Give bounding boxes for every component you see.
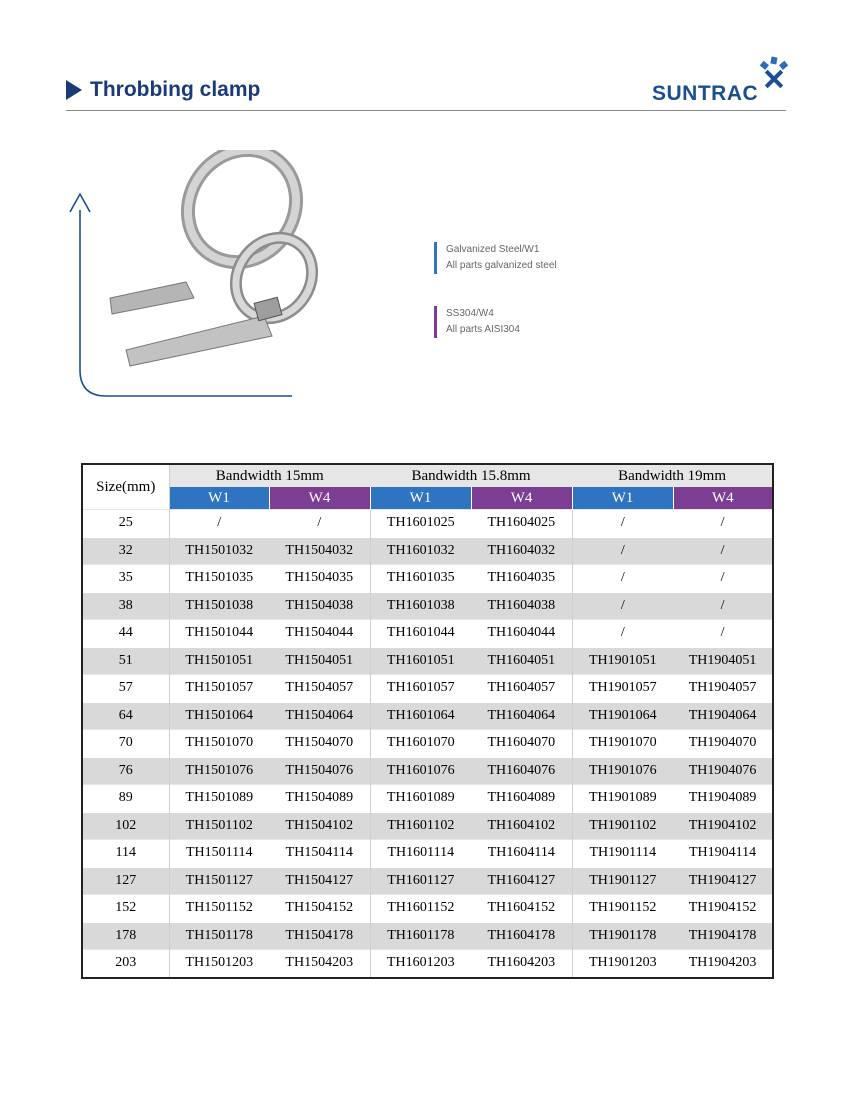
part-number-cell: TH1904127 (673, 867, 773, 895)
brand-name: SUNTRAC (652, 82, 759, 105)
table-row (82, 840, 773, 868)
part-number-cell: TH1901076 (572, 757, 673, 785)
part-number-cell: TH1501102 (169, 812, 269, 840)
part-number-cell: TH1604178 (471, 922, 572, 950)
table-group-header-row (82, 464, 773, 487)
legend-color-bar (434, 242, 437, 274)
part-number-cell: TH1504064 (269, 702, 370, 730)
material-header-w4: W4 (471, 487, 572, 510)
part-number-cell: TH1904064 (673, 702, 773, 730)
part-number-cell: TH1604025 (471, 510, 572, 538)
part-number-cell: TH1901070 (572, 730, 673, 758)
part-number-cell: TH1504057 (269, 675, 370, 703)
part-number-cell: TH1904089 (673, 785, 773, 813)
legend-description: All parts AISI304 (446, 324, 520, 335)
part-number-cell: TH1601032 (370, 537, 471, 565)
part-number-cell: TH1604102 (471, 812, 572, 840)
part-number-cell: TH1601044 (370, 620, 471, 648)
part-number-cell: TH1501035 (169, 565, 269, 593)
size-cell: 51 (82, 647, 169, 675)
part-number-cell: / (572, 592, 673, 620)
part-number-cell: TH1604070 (471, 730, 572, 758)
part-number-cell: TH1901152 (572, 895, 673, 923)
size-cell: 44 (82, 620, 169, 648)
table-row (82, 592, 773, 620)
size-cell: 152 (82, 895, 169, 923)
material-header-w1: W1 (370, 487, 471, 510)
part-number-cell: / (572, 510, 673, 538)
part-number-cell: TH1501089 (169, 785, 269, 813)
part-number-cell: / (673, 620, 773, 648)
table-row (82, 785, 773, 813)
table-row (82, 757, 773, 785)
part-number-cell: TH1501051 (169, 647, 269, 675)
part-number-cell: TH1601035 (370, 565, 471, 593)
header-divider (66, 110, 786, 111)
product-photo (66, 150, 366, 400)
part-number-cell: / (572, 537, 673, 565)
part-number-cell: TH1501076 (169, 757, 269, 785)
part-number-cell: TH1501032 (169, 537, 269, 565)
table-row (82, 812, 773, 840)
part-number-cell: TH1504203 (269, 950, 370, 978)
part-number-cell: TH1504089 (269, 785, 370, 813)
part-number-cell: TH1601051 (370, 647, 471, 675)
part-number-cell: TH1501127 (169, 867, 269, 895)
part-number-cell: TH1501057 (169, 675, 269, 703)
part-number-cell: / (269, 510, 370, 538)
material-header-w1: W1 (572, 487, 673, 510)
part-number-cell: TH1901203 (572, 950, 673, 978)
part-number-cell: TH1604038 (471, 592, 572, 620)
part-number-cell: TH1504070 (269, 730, 370, 758)
size-cell: 25 (82, 510, 169, 538)
part-number-cell: / (169, 510, 269, 538)
table-body (82, 510, 773, 978)
part-number-cell: TH1504035 (269, 565, 370, 593)
part-number-cell: TH1901051 (572, 647, 673, 675)
part-number-cell: / (572, 565, 673, 593)
part-number-cell: TH1904114 (673, 840, 773, 868)
table-row (82, 620, 773, 648)
table-row (82, 730, 773, 758)
size-cell: 127 (82, 867, 169, 895)
part-number-cell: TH1901057 (572, 675, 673, 703)
brand-logo (652, 56, 792, 106)
table-row (82, 647, 773, 675)
part-number-cell: TH1901089 (572, 785, 673, 813)
page-header (66, 78, 260, 102)
size-cell: 35 (82, 565, 169, 593)
part-number-cell: TH1501044 (169, 620, 269, 648)
part-number-cell: TH1601070 (370, 730, 471, 758)
part-number-cell: TH1501070 (169, 730, 269, 758)
table-material-header-row (82, 487, 773, 510)
part-number-cell: TH1601114 (370, 840, 471, 868)
part-number-cell: TH1904102 (673, 812, 773, 840)
part-number-cell: TH1904051 (673, 647, 773, 675)
part-number-cell: TH1904152 (673, 895, 773, 923)
part-number-cell: TH1604051 (471, 647, 572, 675)
group-header: Bandwidth 19mm (572, 464, 773, 487)
part-number-cell: TH1601064 (370, 702, 471, 730)
part-number-cell: / (673, 510, 773, 538)
part-number-cell: TH1601025 (370, 510, 471, 538)
part-number-cell: TH1901178 (572, 922, 673, 950)
part-number-cell: / (673, 565, 773, 593)
legend-material: Galvanized Steel/W1 (446, 244, 540, 255)
part-number-cell: TH1504178 (269, 922, 370, 950)
part-number-cell: TH1601057 (370, 675, 471, 703)
size-cell: 64 (82, 702, 169, 730)
part-number-cell: TH1904070 (673, 730, 773, 758)
triangle-bullet-icon (66, 80, 82, 100)
part-number-cell: TH1504127 (269, 867, 370, 895)
part-number-cell: TH1504051 (269, 647, 370, 675)
table-row (82, 510, 773, 538)
part-number-cell: TH1504114 (269, 840, 370, 868)
part-number-cell: TH1501152 (169, 895, 269, 923)
part-number-cell: TH1904076 (673, 757, 773, 785)
size-cell: 203 (82, 950, 169, 978)
part-number-cell: TH1601178 (370, 922, 471, 950)
part-number-cell: TH1601203 (370, 950, 471, 978)
table-row (82, 950, 773, 978)
part-number-cell: TH1501038 (169, 592, 269, 620)
part-number-cell: TH1904203 (673, 950, 773, 978)
part-number-cell: TH1601038 (370, 592, 471, 620)
part-number-cell: / (673, 537, 773, 565)
part-number-cell: TH1501203 (169, 950, 269, 978)
table-row (82, 895, 773, 923)
table-row (82, 867, 773, 895)
size-cell: 102 (82, 812, 169, 840)
part-number-cell: TH1604035 (471, 565, 572, 593)
part-number-cell: TH1604032 (471, 537, 572, 565)
part-number-cell: TH1604127 (471, 867, 572, 895)
part-number-cell: TH1901127 (572, 867, 673, 895)
part-number-cell: TH1504152 (269, 895, 370, 923)
legend-description: All parts galvanized steel (446, 260, 557, 271)
size-cell: 32 (82, 537, 169, 565)
part-number-cell: TH1501064 (169, 702, 269, 730)
part-number-cell: TH1901102 (572, 812, 673, 840)
part-number-cell: TH1904178 (673, 922, 773, 950)
material-header-w4: W4 (269, 487, 370, 510)
part-number-cell: TH1601076 (370, 757, 471, 785)
group-header: Bandwidth 15.8mm (370, 464, 572, 487)
part-number-cell: TH1604203 (471, 950, 572, 978)
part-number-cell: TH1504044 (269, 620, 370, 648)
legend-material: SS304/W4 (446, 308, 494, 319)
part-number-cell: TH1901064 (572, 702, 673, 730)
size-cell: 89 (82, 785, 169, 813)
part-number-cell: TH1604076 (471, 757, 572, 785)
size-cell: 57 (82, 675, 169, 703)
part-number-cell: / (572, 620, 673, 648)
part-number-cell: TH1501178 (169, 922, 269, 950)
part-number-cell: TH1604044 (471, 620, 572, 648)
part-number-cell: TH1604064 (471, 702, 572, 730)
part-number-cell: TH1604089 (471, 785, 572, 813)
size-cell: 178 (82, 922, 169, 950)
size-cell: 76 (82, 757, 169, 785)
table-row (82, 922, 773, 950)
part-number-cell: TH1901114 (572, 840, 673, 868)
part-number-cell: TH1604114 (471, 840, 572, 868)
part-number-cell: TH1504038 (269, 592, 370, 620)
part-number-cell: TH1904057 (673, 675, 773, 703)
part-number-cell: TH1504032 (269, 537, 370, 565)
part-number-cell: TH1604057 (471, 675, 572, 703)
part-number-cell: TH1501114 (169, 840, 269, 868)
part-number-cell: TH1604152 (471, 895, 572, 923)
material-header-w4: W4 (673, 487, 773, 510)
table-row (82, 675, 773, 703)
material-header-w1: W1 (169, 487, 269, 510)
size-cell: 114 (82, 840, 169, 868)
table-row (82, 702, 773, 730)
part-number-cell: TH1601089 (370, 785, 471, 813)
table-row (82, 565, 773, 593)
size-cell: 70 (82, 730, 169, 758)
group-header: Bandwidth 15mm (169, 464, 370, 487)
spec-table (81, 463, 774, 979)
table-row (82, 537, 773, 565)
legend-color-bar (434, 306, 437, 338)
size-column-header: Size(mm) (82, 464, 169, 510)
suntrac-star-icon (756, 56, 792, 90)
size-cell: 38 (82, 592, 169, 620)
part-number-cell: TH1601102 (370, 812, 471, 840)
part-number-cell: TH1504076 (269, 757, 370, 785)
part-number-cell: TH1601152 (370, 895, 471, 923)
part-number-cell: / (673, 592, 773, 620)
part-number-cell: TH1601127 (370, 867, 471, 895)
part-number-cell: TH1504102 (269, 812, 370, 840)
page-title: Throbbing clamp (90, 78, 261, 101)
